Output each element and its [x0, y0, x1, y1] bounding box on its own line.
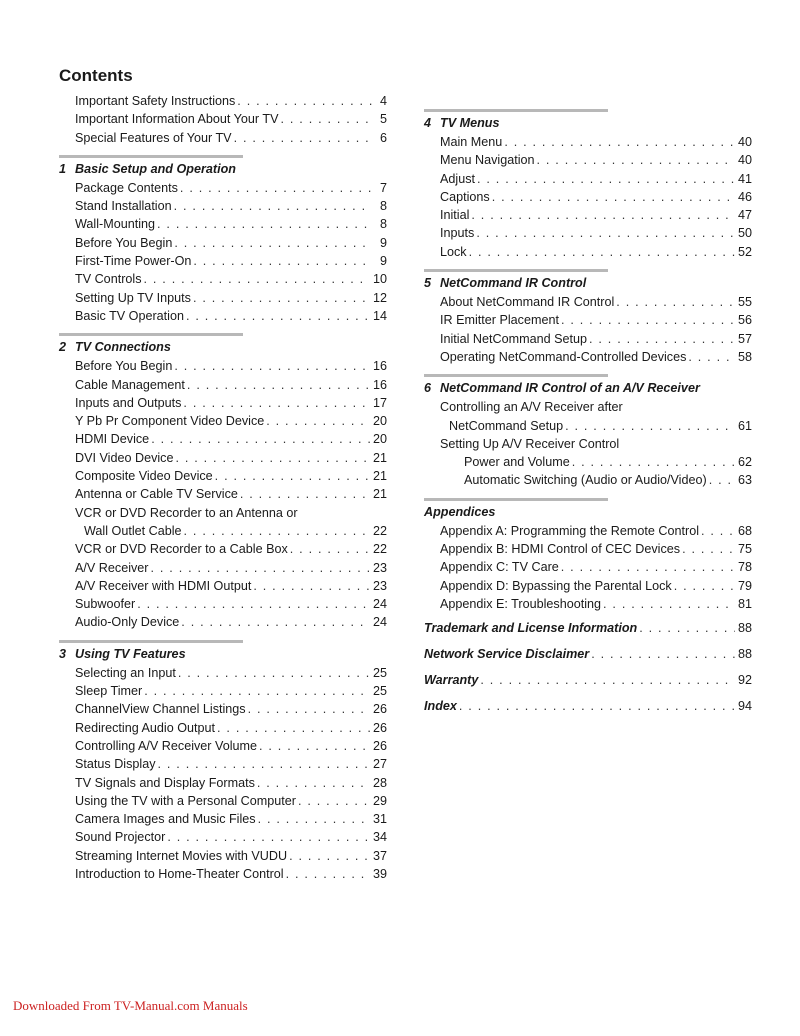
page-number: 8	[379, 199, 387, 214]
entry-label: Sound Projector	[75, 830, 166, 845]
entry-label: Controlling A/V Receiver Volume	[75, 738, 257, 753]
page-number: 16	[372, 359, 387, 374]
entry-label: Selecting an Input	[75, 665, 176, 680]
toc-entry[interactable]	[59, 485, 387, 503]
dot-leader	[469, 243, 735, 261]
dot-leader	[151, 430, 370, 448]
entry-label: Important Information About Your TV	[75, 112, 279, 127]
toc-entry[interactable]	[424, 188, 752, 206]
entry-label: Lock	[440, 244, 467, 259]
page-number: 41	[737, 171, 752, 186]
dot-leader	[151, 559, 370, 577]
entry-label: Wall Outlet Cable	[84, 523, 182, 538]
section-heading[interactable]	[424, 498, 752, 522]
page-number: 94	[737, 699, 752, 714]
page-number: 88	[737, 621, 752, 636]
section-title: TV Connections	[75, 340, 171, 355]
page-number: 40	[737, 135, 752, 149]
page-number: 22	[372, 542, 387, 557]
page-number: 6	[379, 130, 387, 145]
dot-leader	[572, 453, 735, 471]
entry-label: HDMI Device	[75, 432, 150, 447]
page-number: 17	[372, 395, 387, 410]
dot-leader	[603, 595, 735, 613]
toc-entry[interactable]	[424, 206, 752, 224]
toc-left-column	[59, 92, 387, 883]
dot-leader	[257, 774, 370, 792]
dot-leader	[701, 522, 735, 540]
page-number: 5	[379, 112, 387, 127]
toc-entry[interactable]	[59, 215, 387, 233]
dot-leader	[253, 577, 370, 595]
toc-entry[interactable]	[59, 179, 387, 197]
entry-label: Initial	[440, 208, 470, 223]
section-number: 3	[59, 646, 67, 661]
entry-label: Network Service Disclaimer	[424, 647, 590, 662]
entry-label: Operating NetCommand-Controlled Devices	[440, 349, 687, 364]
entry-label: Package Contents	[75, 180, 178, 195]
section-title: Appendices	[424, 504, 496, 519]
entry-label: Special Features of Your TV	[75, 130, 232, 145]
page-number: 20	[372, 414, 387, 429]
toc-entry[interactable]	[59, 270, 387, 288]
dot-leader	[281, 110, 373, 128]
toc-entry[interactable]	[424, 293, 752, 311]
page-number: 23	[372, 578, 387, 593]
dot-leader	[217, 719, 370, 737]
toc-entry[interactable]	[424, 224, 752, 242]
toc-entry[interactable]	[59, 289, 387, 307]
toc-entry[interactable]	[59, 682, 387, 700]
page-number: 50	[737, 226, 752, 241]
toc-entry[interactable]	[59, 197, 387, 215]
toc-entry[interactable]	[59, 110, 387, 128]
page-number: 25	[372, 665, 387, 680]
section-6	[424, 374, 752, 489]
toc-entry[interactable]	[424, 311, 752, 329]
page-number: 4	[379, 94, 387, 108]
toc-entry[interactable]	[424, 133, 752, 151]
toc-entry[interactable]	[59, 577, 387, 595]
page-number: 20	[372, 432, 387, 447]
section-title: TV Menus	[440, 116, 500, 130]
toc-entry[interactable]	[59, 129, 387, 147]
toc-entry-warranty[interactable]	[424, 669, 752, 691]
entry-label: Y Pb Pr Component Video Device	[75, 414, 265, 429]
section-heading[interactable]	[424, 374, 752, 398]
toc-entry[interactable]	[59, 595, 387, 613]
toc-entry[interactable]	[59, 307, 387, 325]
dot-leader	[240, 485, 370, 503]
entry-label: Introduction to Home-Theater Control	[75, 866, 284, 881]
page-number: 21	[372, 487, 387, 502]
entry-label: Stand Installation	[75, 199, 172, 214]
entry-label: TV Signals and Display Formats	[75, 775, 255, 790]
entry-label: Warranty	[424, 673, 479, 688]
page-number: 7	[379, 180, 387, 195]
dot-leader	[180, 179, 372, 197]
toc-entry[interactable]	[59, 847, 387, 865]
dot-leader	[688, 348, 735, 366]
entry-label: Subwoofer	[75, 597, 136, 612]
dot-leader	[144, 270, 370, 288]
dot-leader	[289, 847, 370, 865]
dot-leader	[259, 737, 370, 755]
toc-entry-index[interactable]	[424, 695, 752, 717]
page-number: 52	[737, 244, 752, 259]
page-number: 37	[372, 848, 387, 863]
entry-label: Appendix A: Programming the Remote Control	[440, 523, 700, 538]
download-footer-link[interactable]: Downloaded From TV-Manual.com Manuals	[13, 998, 248, 1013]
section-number: 2	[59, 340, 67, 355]
dot-leader	[674, 577, 735, 595]
toc-entry[interactable]	[59, 865, 387, 883]
toc-entry-continued[interactable]	[424, 398, 752, 416]
toc-entry[interactable]	[424, 417, 752, 435]
entry-label: Appendix C: TV Care	[440, 560, 559, 575]
toc-entry[interactable]	[59, 828, 387, 846]
page-number: 75	[737, 542, 752, 557]
entry-label: Captions	[440, 189, 490, 204]
dot-leader	[476, 224, 735, 242]
toc-entry[interactable]	[424, 471, 752, 489]
dot-leader	[193, 289, 370, 307]
entry-label: Audio-Only Device	[75, 615, 180, 630]
page-number: 9	[379, 235, 387, 250]
dot-leader	[480, 669, 735, 691]
section-heading[interactable]	[59, 640, 387, 664]
entry-label: DVI Video Device	[75, 450, 174, 465]
dot-leader	[167, 828, 370, 846]
intro-list	[59, 92, 387, 147]
section-heading[interactable]	[59, 333, 387, 357]
page-number: 26	[372, 738, 387, 753]
page-number: 56	[737, 313, 752, 328]
page-title: Contents	[59, 66, 133, 85]
toc-entry-group[interactable]	[424, 435, 752, 453]
page-number: 63	[737, 473, 752, 488]
entry-label: Streaming Internet Movies with VUDU	[75, 848, 288, 863]
entry-label: VCR or DVD Recorder to a Cable Box	[75, 542, 288, 557]
toc-entry[interactable]	[424, 453, 752, 471]
toc-entry[interactable]	[59, 449, 387, 467]
dot-leader	[183, 394, 370, 412]
dot-leader	[477, 170, 735, 188]
entry-label: Inputs and Outputs	[75, 395, 182, 410]
dot-leader	[504, 133, 735, 151]
dot-leader	[290, 540, 370, 558]
toc-entry[interactable]	[424, 595, 752, 613]
page-number: 81	[737, 596, 752, 611]
dot-leader	[682, 540, 735, 558]
dot-leader	[175, 449, 370, 467]
section-number: 4	[424, 116, 432, 130]
dot-leader	[174, 234, 372, 252]
toc-entry[interactable]	[424, 577, 752, 595]
dot-leader	[181, 613, 370, 631]
dot-leader	[298, 792, 370, 810]
entry-label: Power and Volume	[464, 455, 570, 470]
page-number: 79	[737, 578, 752, 593]
toc-entry[interactable]	[59, 92, 387, 110]
toc-entry[interactable]	[59, 357, 387, 375]
entry-label: Appendix E: Troubleshooting	[440, 596, 602, 611]
entry-label: Setting Up TV Inputs	[75, 290, 191, 305]
entry-label: TV Controls	[75, 272, 142, 287]
entry-label: Adjust	[440, 171, 476, 186]
page-number: 12	[372, 290, 387, 305]
section-title: NetCommand IR Control of an A/V Receiver	[440, 381, 700, 396]
dot-leader	[158, 755, 370, 773]
toc-entry[interactable]	[59, 252, 387, 270]
entry-label: Using the TV with a Personal Computer	[75, 793, 296, 808]
entry-label: IR Emitter Placement	[440, 313, 559, 328]
entry-label: Basic TV Operation	[75, 308, 184, 323]
entry-label: NetCommand Setup	[449, 418, 564, 433]
entry-label: ChannelView Channel Listings	[75, 702, 246, 717]
dot-leader	[237, 92, 372, 110]
toc-entry[interactable]	[59, 664, 387, 682]
toc-entry[interactable]	[59, 430, 387, 448]
dot-leader	[286, 865, 370, 883]
toc-entry-trademark[interactable]	[424, 617, 752, 639]
dot-leader	[184, 522, 370, 540]
page-number: 22	[372, 523, 387, 538]
page-number: 92	[737, 673, 752, 688]
entry-label: Status Display	[75, 757, 156, 772]
page-number: 46	[737, 189, 752, 204]
dot-leader	[565, 417, 735, 435]
page-number: 9	[379, 254, 387, 269]
section-number: 5	[424, 276, 432, 291]
section-heading[interactable]	[424, 109, 752, 133]
entry-label: VCR or DVD Recorder to an Antenna or	[75, 505, 298, 520]
dot-leader	[258, 810, 370, 828]
entry-label: Menu Navigation	[440, 153, 535, 168]
toc-entry[interactable]	[59, 394, 387, 412]
dot-leader	[187, 376, 370, 394]
toc-entry-disclaimer[interactable]	[424, 643, 752, 665]
entry-label: Initial NetCommand Setup	[440, 331, 587, 346]
page-number: 27	[372, 757, 387, 772]
dot-leader	[248, 700, 370, 718]
entry-label: Wall-Mounting	[75, 217, 156, 232]
page-number: 24	[372, 615, 387, 630]
section-title: Using TV Features	[75, 646, 186, 661]
dot-leader	[709, 471, 735, 489]
dot-leader	[215, 467, 370, 485]
dot-leader	[591, 643, 735, 665]
page-number: 29	[372, 793, 387, 808]
entry-label: Appendix D: Bypassing the Parental Lock	[440, 578, 672, 593]
page-number: 47	[737, 208, 752, 223]
section-number: 1	[59, 161, 67, 176]
page-number: 14	[372, 308, 387, 323]
toc-entry[interactable]	[59, 467, 387, 485]
toc-entry[interactable]	[424, 151, 752, 169]
toc-entry[interactable]	[59, 700, 387, 718]
toc-entry[interactable]	[59, 376, 387, 394]
page-number: 26	[372, 702, 387, 717]
page-number: 26	[372, 720, 387, 735]
page-number: 88	[737, 647, 752, 662]
dot-leader	[561, 311, 735, 329]
dot-leader	[471, 206, 735, 224]
section-title: Basic Setup and Operation	[75, 161, 236, 176]
page-number: 55	[737, 295, 752, 310]
entry-label: First-Time Power-On	[75, 254, 192, 269]
page-number: 40	[737, 153, 752, 168]
dot-leader	[186, 307, 370, 325]
entry-label: A/V Receiver	[75, 560, 149, 575]
page-number: 34	[372, 830, 387, 845]
dot-leader	[174, 197, 372, 215]
page-number: 8	[379, 217, 387, 232]
toc-entry[interactable]	[59, 755, 387, 773]
dot-leader	[193, 252, 372, 270]
section-3	[59, 640, 387, 884]
entry-label: Before You Begin	[75, 359, 173, 374]
toc-entry[interactable]	[424, 170, 752, 188]
toc-entry[interactable]	[424, 243, 752, 261]
entry-label: Inputs	[440, 226, 475, 241]
dot-leader	[174, 357, 370, 375]
page-number: 39	[372, 866, 387, 881]
toc-entry[interactable]	[59, 774, 387, 792]
page-number: 10	[372, 272, 387, 287]
entry-label: Important Safety Instructions	[75, 94, 236, 108]
dot-leader	[234, 129, 372, 147]
section-number: 6	[424, 381, 432, 396]
page-number: 78	[737, 560, 752, 575]
entry-label: Index	[424, 699, 457, 714]
page-number: 23	[372, 560, 387, 575]
page-number: 31	[372, 812, 387, 827]
page-number: 21	[372, 469, 387, 484]
dot-leader	[137, 595, 370, 613]
dot-leader	[492, 188, 735, 206]
entry-label: Appendix B: HDMI Control of CEC Devices	[440, 542, 681, 557]
dot-leader	[589, 330, 735, 348]
entry-label: Controlling an A/V Receiver after	[440, 400, 623, 415]
section-appendices	[424, 498, 752, 613]
entry-label: Composite Video Device	[75, 469, 213, 484]
toc-entry[interactable]	[424, 558, 752, 576]
entry-label: Antenna or Cable TV Service	[75, 487, 238, 502]
dot-leader	[616, 293, 735, 311]
toc-entry[interactable]	[59, 412, 387, 430]
toc-entry[interactable]	[59, 792, 387, 810]
toc-entry[interactable]	[59, 737, 387, 755]
entry-label: Trademark and License Information	[424, 621, 638, 636]
dot-leader	[144, 682, 370, 700]
toc-entry[interactable]	[59, 522, 387, 540]
page-number: 68	[737, 523, 752, 538]
entry-label: Cable Management	[75, 377, 185, 392]
page-number: 16	[372, 377, 387, 392]
page-number: 28	[372, 775, 387, 790]
page-number: 61	[737, 418, 752, 433]
section-4	[424, 109, 752, 261]
toc-entry[interactable]	[424, 540, 752, 558]
dot-leader	[459, 695, 735, 717]
toc-entry-continued[interactable]	[59, 504, 387, 522]
page-number: 21	[372, 450, 387, 465]
toc-entry[interactable]	[424, 522, 752, 540]
section-5	[424, 269, 752, 366]
section-1	[59, 155, 387, 325]
dot-leader	[157, 215, 372, 233]
toc-entry[interactable]	[59, 234, 387, 252]
dot-leader	[266, 412, 370, 430]
dot-leader	[561, 558, 735, 576]
dot-leader	[537, 151, 735, 169]
toc-entry[interactable]	[59, 719, 387, 737]
entry-label: Redirecting Audio Output	[75, 720, 216, 735]
section-title: NetCommand IR Control	[440, 276, 587, 291]
toc-entry[interactable]	[59, 559, 387, 577]
page-number: 58	[737, 349, 752, 364]
entry-label: About NetCommand IR Control	[440, 295, 615, 310]
dot-leader	[178, 664, 370, 682]
entry-label: Sleep Timer	[75, 684, 143, 699]
toc-right-column	[424, 109, 752, 717]
toc-entry[interactable]	[424, 330, 752, 348]
page-number: 25	[372, 684, 387, 699]
toc-entry[interactable]	[424, 348, 752, 366]
page-number: 24	[372, 597, 387, 612]
section-2	[59, 333, 387, 631]
dot-leader	[639, 617, 735, 639]
entry-label: Automatic Switching (Audio or Audio/Video)	[464, 473, 707, 488]
entry-label: Camera Images and Music Files	[75, 812, 256, 827]
toc-entry[interactable]	[59, 613, 387, 631]
toc-entry[interactable]	[59, 540, 387, 558]
entry-label: Setting Up A/V Receiver Control	[440, 436, 620, 451]
page-number: 57	[737, 331, 752, 346]
entry-label: Before You Begin	[75, 235, 173, 250]
section-heading[interactable]	[59, 155, 387, 179]
page-number: 62	[737, 455, 752, 470]
section-heading[interactable]	[424, 269, 752, 293]
entry-label: A/V Receiver with HDMI Output	[75, 578, 252, 593]
toc-entry[interactable]	[59, 810, 387, 828]
entry-label: Main Menu	[440, 135, 503, 149]
